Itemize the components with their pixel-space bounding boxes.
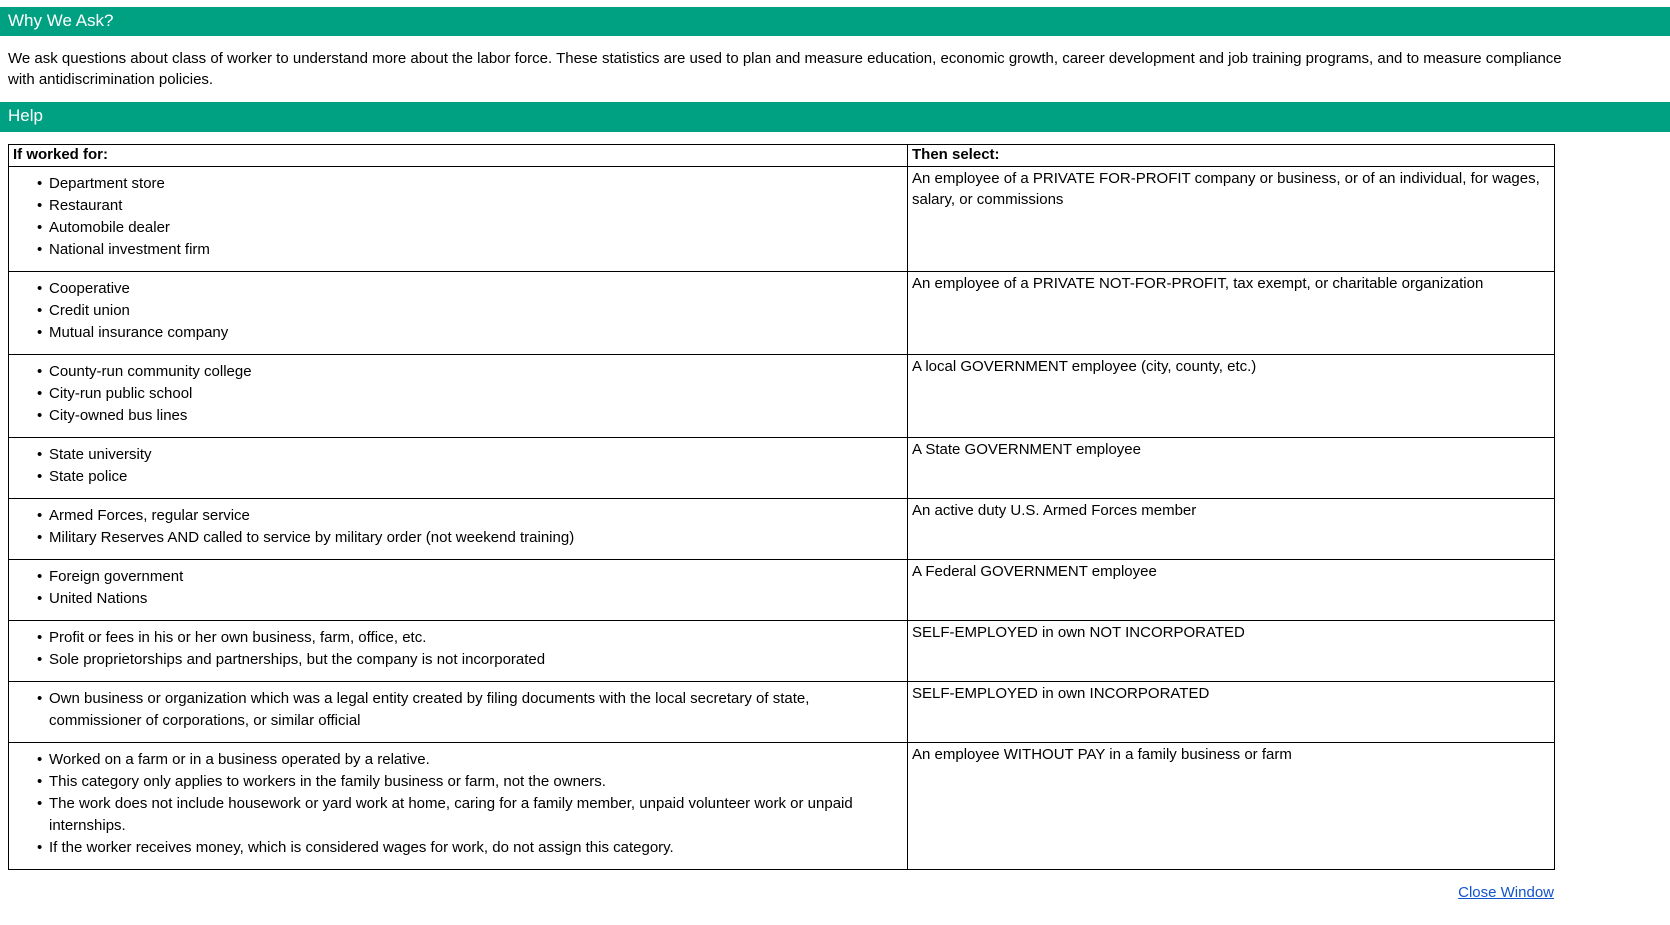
table-header-row bbox=[9, 144, 1555, 166]
worked-for-list bbox=[13, 688, 903, 732]
worked-for-item: • This category only applies to workers in the family business or farm, not the owners. bbox=[37, 771, 903, 793]
help-table-container bbox=[0, 132, 1670, 870]
worked-for-item: • Armed Forces, regular service bbox=[37, 505, 903, 527]
then-select-cell: An employee WITHOUT PAY in a family business or farm bbox=[908, 742, 1555, 869]
worked-for-list bbox=[13, 566, 903, 610]
then-select-cell: An employee of a PRIVATE FOR-PROFIT company or business, or of an individual, for wages, salary, or commissions bbox=[908, 166, 1555, 271]
worked-for-cell bbox=[9, 166, 908, 271]
worked-for-item: • Own business or organization which was a legal entity created by filing documents with the local secretary of state, commissioner of corporations, or similar official bbox=[37, 688, 903, 732]
worked-for-item: • Department store bbox=[37, 173, 903, 195]
worked-for-item: • Cooperative bbox=[37, 278, 903, 300]
worked-for-item: • Worked on a farm or in a business operated by a relative. bbox=[37, 749, 903, 771]
col-header-if-worked-for: If worked for: bbox=[9, 144, 908, 166]
worked-for-item: • Restaurant bbox=[37, 195, 903, 217]
worked-for-item: • Foreign government bbox=[37, 566, 903, 588]
table-row bbox=[9, 681, 1555, 742]
worked-for-cell bbox=[9, 681, 908, 742]
worked-for-cell bbox=[9, 437, 908, 498]
worked-for-list bbox=[13, 444, 903, 488]
worked-for-list bbox=[13, 361, 903, 427]
help-banner bbox=[0, 102, 1670, 131]
worked-for-item: • United Nations bbox=[37, 588, 903, 610]
worked-for-list bbox=[13, 505, 903, 549]
why-we-ask-body: We ask questions about class of worker to understand more about the labor force. These statistics are used to plan and measure education, economic growth, career development and job training programs, and to measure compliance with antidiscrimination policies. bbox=[8, 50, 1562, 89]
table-row bbox=[9, 166, 1555, 271]
worked-for-cell bbox=[9, 354, 908, 437]
then-select-cell: A State GOVERNMENT employee bbox=[908, 437, 1555, 498]
worked-for-item: • If the worker receives money, which is considered wages for work, do not assign this category. bbox=[37, 837, 903, 859]
worked-for-cell bbox=[9, 559, 908, 620]
worked-for-item: • Mutual insurance company bbox=[37, 322, 903, 344]
worked-for-item: • The work does not include housework or yard work at home, caring for a family member, unpaid volunteer work or unpaid internships. bbox=[37, 793, 903, 837]
worked-for-cell bbox=[9, 620, 908, 681]
worked-for-list bbox=[13, 173, 903, 261]
help-table bbox=[8, 144, 1555, 870]
close-window-link[interactable]: Close Window bbox=[1458, 883, 1554, 901]
table-row bbox=[9, 498, 1555, 559]
table-row bbox=[9, 437, 1555, 498]
why-we-ask-title: Why We Ask? bbox=[8, 11, 114, 30]
then-select-cell: An active duty U.S. Armed Forces member bbox=[908, 498, 1555, 559]
worked-for-item: • County-run community college bbox=[37, 361, 903, 383]
worked-for-item: • Military Reserves AND called to service by military order (not weekend training) bbox=[37, 527, 903, 549]
then-select-cell: A Federal GOVERNMENT employee bbox=[908, 559, 1555, 620]
col-header-then-select: Then select: bbox=[908, 144, 1555, 166]
worked-for-item: • City-owned bus lines bbox=[37, 405, 903, 427]
worked-for-cell bbox=[9, 498, 908, 559]
then-select-cell: A local GOVERNMENT employee (city, county, etc.) bbox=[908, 354, 1555, 437]
worked-for-list bbox=[13, 627, 903, 671]
why-we-ask-banner bbox=[0, 7, 1670, 36]
table-row bbox=[9, 620, 1555, 681]
worked-for-list bbox=[13, 278, 903, 344]
help-table-body bbox=[9, 166, 1555, 869]
worked-for-item: • Automobile dealer bbox=[37, 217, 903, 239]
worked-for-item: • National investment firm bbox=[37, 239, 903, 261]
worked-for-cell bbox=[9, 742, 908, 869]
worked-for-item: • State university bbox=[37, 444, 903, 466]
table-row bbox=[9, 354, 1555, 437]
table-row bbox=[9, 742, 1555, 869]
worked-for-item: • Sole proprietorships and partnerships, but the company is not incorporated bbox=[37, 649, 903, 671]
help-title: Help bbox=[8, 106, 43, 126]
footer bbox=[0, 870, 1554, 921]
worked-for-item: • Credit union bbox=[37, 300, 903, 322]
worked-for-item: • City-run public school bbox=[37, 383, 903, 405]
then-select-cell: SELF-EMPLOYED in own NOT INCORPORATED bbox=[908, 620, 1555, 681]
worked-for-item: • Profit or fees in his or her own business, farm, office, etc. bbox=[37, 627, 903, 649]
then-select-cell: An employee of a PRIVATE NOT-FOR-PROFIT, tax exempt, or charitable organization bbox=[908, 271, 1555, 354]
worked-for-item: • State police bbox=[37, 466, 903, 488]
table-row bbox=[9, 271, 1555, 354]
then-select-cell: SELF-EMPLOYED in own INCORPORATED bbox=[908, 681, 1555, 742]
table-row bbox=[9, 559, 1555, 620]
worked-for-cell bbox=[9, 271, 908, 354]
worked-for-list bbox=[13, 749, 903, 859]
